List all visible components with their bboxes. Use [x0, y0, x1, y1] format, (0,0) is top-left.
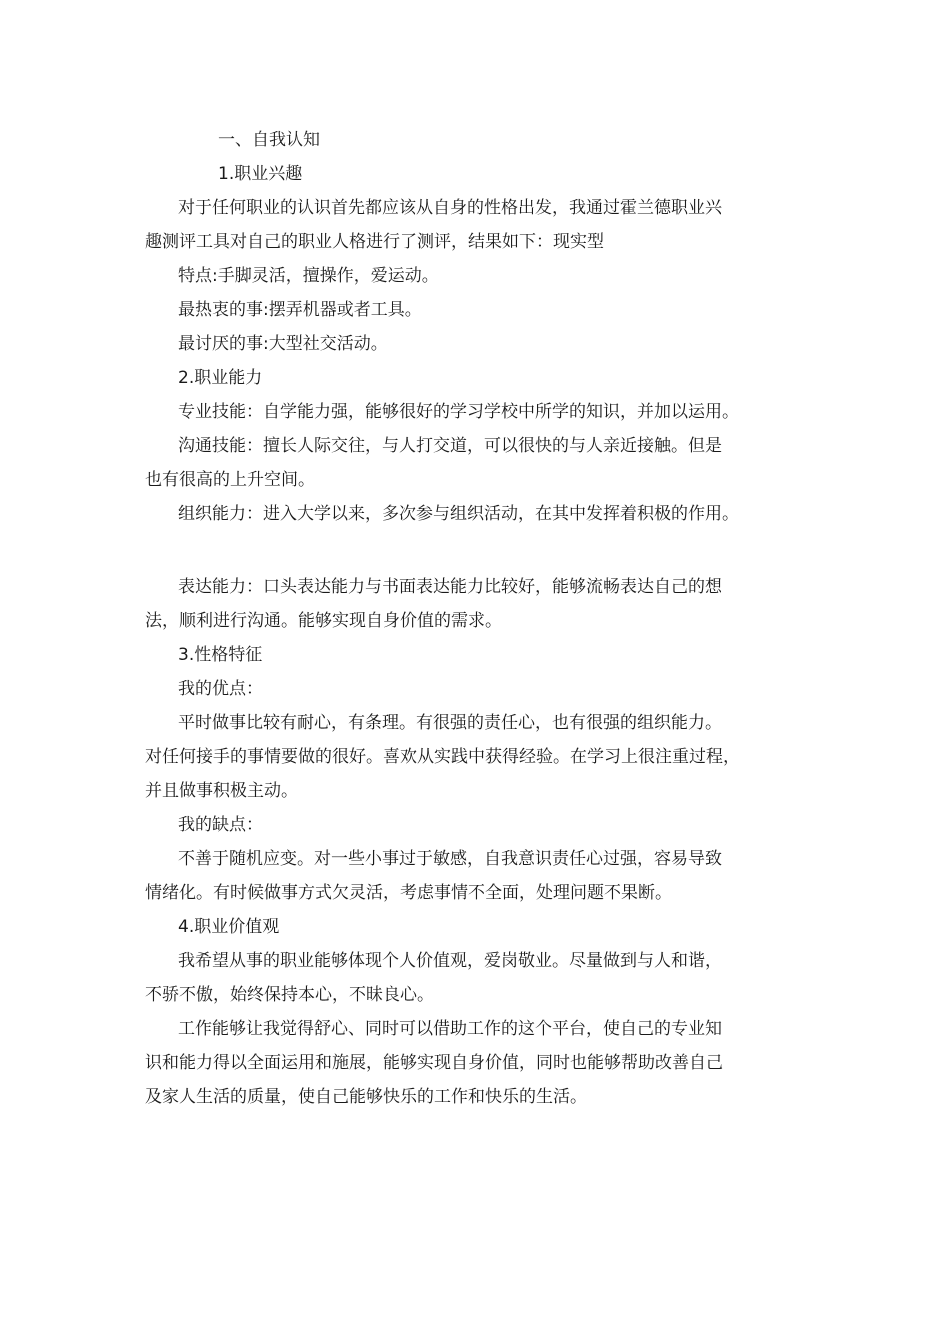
paragraph-line: 最热衷的事:摆弄机器或者工具。: [178, 300, 422, 320]
paragraph-line: 对任何接手的事情要做的很好。喜欢从实践中获得经验。在学习上很注重过程，: [145, 747, 740, 767]
subsection-title: 3.性格特征: [178, 645, 263, 665]
section-title: 一、自我认知: [218, 130, 320, 150]
blank-line: [145, 531, 810, 570]
paragraph-line: 不骄不傲，始终保持本心，不昧良心。: [145, 985, 434, 1005]
paragraph-line: 并且做事积极主动。: [145, 781, 298, 801]
paragraph-line: 我的优点：: [178, 679, 263, 699]
document-body: [145, 123, 810, 1114]
paragraph-line: 组织能力：进入大学以来，多次参与组织活动，在其中发挥着积极的作用。: [178, 504, 739, 524]
paragraph-line: 专业技能：自学能力强，能够很好的学习学校中所学的知识，并加以运用。: [178, 402, 739, 422]
paragraph-line: 对于任何职业的认识首先都应该从自身的性格出发，我通过霍兰德职业兴: [178, 198, 722, 218]
paragraph-line: 最讨厌的事:大型社交活动。: [178, 334, 388, 354]
paragraph-line: 法，顺利进行沟通。能够实现自身价值的需求。: [145, 611, 502, 631]
paragraph-line: 及家人生活的质量，使自己能够快乐的工作和快乐的生活。: [145, 1087, 587, 1107]
paragraph-line: 表达能力：口头表达能力与书面表达能力比较好，能够流畅表达自己的想: [178, 577, 722, 597]
paragraph-line: 也有很高的上升空间。: [145, 470, 315, 490]
subsection-title: 4.职业价值观: [178, 917, 280, 937]
subsection-title: 1.职业兴趣: [218, 164, 303, 184]
paragraph-line: 我希望从事的职业能够体现个人价值观，爱岗敬业。尽量做到与人和谐，: [178, 951, 722, 971]
paragraph-line: 特点:手脚灵活，擅操作，爱运动。: [178, 266, 439, 286]
paragraph-line: 我的缺点：: [178, 815, 263, 835]
paragraph-line: 沟通技能：擅长人际交往，与人打交道，可以很快的与人亲近接触。但是: [178, 436, 722, 456]
paragraph-line: 识和能力得以全面运用和施展，能够实现自身价值，同时也能够帮助改善自己: [145, 1053, 723, 1073]
paragraph-line: 不善于随机应变。对一些小事过于敏感，自我意识责任心过强，容易导致: [178, 849, 722, 869]
paragraph-line: 工作能够让我觉得舒心、同时可以借助工作的这个平台，使自己的专业知: [178, 1019, 722, 1039]
subsection-title: 2.职业能力: [178, 368, 263, 388]
paragraph-line: 平时做事比较有耐心，有条理。有很强的责任心，也有很强的组织能力。: [178, 713, 722, 733]
paragraph-line: 情绪化。有时候做事方式欠灵活，考虑事情不全面，处理问题不果断。: [145, 883, 672, 903]
paragraph-line: 趣测评工具对自己的职业人格进行了测评，结果如下：现实型: [145, 232, 604, 252]
